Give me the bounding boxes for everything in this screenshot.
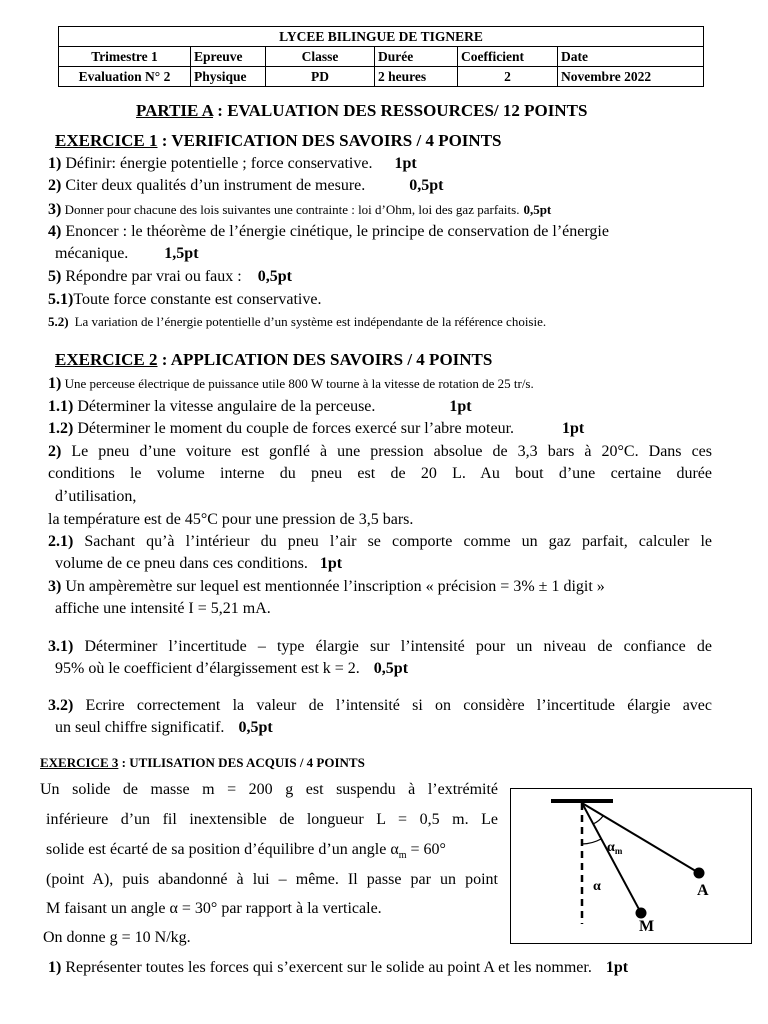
question-text: Le pneu d’une voiture est gonflé à une pression absolue de 3,3 bars à 20°C. Dans ces [61,443,712,460]
ex2-question-2-line-3 [55,487,136,507]
header-values-row [59,67,704,87]
exercise-3-title-lead: EXERCICE 3 [40,755,119,770]
header-value-epreuve: Physique [191,67,266,87]
question-number: 3) [48,578,62,595]
alpha-subscript: m [398,850,407,862]
solid-m [636,908,647,919]
exercise-2-title-lead: EXERCICE 2 [55,350,158,369]
question-text: 95% où le coefficient d’élargissement est k = 2. [55,660,360,677]
points-label: 1pt [449,398,472,415]
question-text: la température est de 45°C pour une pression de 3,5 bars. [48,511,414,528]
question-number: 2) [48,177,62,194]
ex3-statement-line-4: (point A), puis abandonné à lui – même. Il passe par un point [46,871,498,888]
ex2-question-2-line-2 [48,464,712,484]
exercise-3-title-rest: : UTILISATION DES ACQUIS / 4 POINTS [118,755,365,770]
points-label: 1pt [562,420,585,437]
ex3-statement-line-5: M faisant un angle α = 30° par rapport à la verticale. [46,900,382,917]
question-number: 3) [48,201,62,218]
question-text: un seul chiffre significatif. [55,719,225,736]
question-number: 2.1) [48,533,74,550]
question-number: 1.1) [48,398,74,415]
ex1-question-1 [48,154,417,174]
exercise-1-title-lead: EXERCICE 1 [55,131,158,150]
question-number: 3.1) [48,638,74,655]
label-alpha: α [593,879,601,894]
question-number: 1) [48,959,62,976]
points-label: 1,5pt [164,245,199,262]
ex2-question-1-1 [48,397,472,417]
ex1-question-5-1 [48,290,321,310]
pendulum-diagram [511,789,751,943]
question-number: 1) [48,375,62,392]
question-text: Déterminer la vitesse angulaire de la perceuse. [73,398,376,415]
ex3-statement-line-3 [46,840,446,866]
question-text: Déterminer l’incertitude – type élargie sur l’intensité pour un niveau de confiance de [73,638,712,655]
ex2-question-3-cont [55,599,271,619]
header-label-classe: Classe [266,47,375,67]
ex3-question-1 [48,958,628,978]
ex2-question-1 [48,374,534,394]
question-text: Un ampèremètre sur lequel est mentionnée l’inscription « précision = 3% ± 1 digit » [61,578,605,595]
points-label: 1pt [605,959,629,976]
header-label-epreuve: Epreuve [191,47,266,67]
question-text: Citer deux qualités d’un instrument de mesure. [61,177,366,194]
question-text: Répondre par vrai ou faux : [61,268,242,285]
angle-arc-alpha [582,839,601,844]
header-label-trimestre: Trimestre 1 [59,47,191,67]
exercise-3-heading [40,753,365,773]
header-label-duree: Durée [375,47,458,67]
question-number: 5.2) [48,314,69,329]
question-number: 3.2) [48,697,74,714]
question-number: 1.2) [48,420,74,437]
ex2-question-3-1-cont [55,659,408,679]
question-number: 1) [48,155,62,172]
points-label: 0,5pt [257,268,292,285]
ex2-question-3-2-cont [55,718,273,738]
exercise-2-heading [55,350,492,370]
school-name: LYCEE BILINGUE DE TIGNERE [59,27,704,47]
header-value-duree: 2 heures [375,67,458,87]
question-text: Déterminer le moment du couple de forces exercé sur l’abre moteur. [73,420,515,437]
question-text: Représenter toutes les forces qui s’exercent sur le solide au point A et les nommer. [61,959,592,976]
points-label: 0,5pt [373,660,409,677]
label-m: M [639,918,655,935]
question-text: d’utilisation, [55,488,137,505]
ex2-question-3-2 [48,696,712,716]
ex2-question-3-1 [48,637,712,657]
question-text: conditions le volume interne du pneu est de 20 L. Au bout d’une certaine durée [48,465,712,482]
ex3-statement-line-1: Un solide de masse m = 200 g est suspendu à l’extrémité [40,781,498,798]
ex3-statement-line-6: On donne g = 10 N/kg. [43,929,191,946]
ex1-question-4-cont [55,244,199,264]
question-text: La variation de l’énergie potentielle d’un système est indépendante de la référence choisie. [74,314,547,329]
label-a: A [697,882,709,899]
question-text: volume de ce pneu dans ces conditions. [55,555,308,572]
question-text: affiche une intensité I = 5,21 mA. [55,600,271,617]
points-label: 0,5pt [409,177,444,194]
points-label: 0,5pt [523,202,552,217]
pendulum-figure [510,788,752,944]
ex2-question-2-1-cont [55,554,342,574]
question-text: Définir: énergie potentielle ; force conservative. [61,155,373,172]
header-value-coefficient: 2 [458,67,558,87]
question-text: Sachant qu’à l’intérieur du pneu l’air se comporte comme un gaz parfait, calculer le [73,533,712,550]
angle-arc-alpha-m [593,816,603,824]
exercise-1-title-rest: : VERIFICATION DES SAVOIRS / 4 POINTS [157,131,502,150]
header-labels-row [59,47,704,67]
ex2-question-2-1 [48,532,712,552]
ceiling-support [551,799,613,803]
question-text: Enoncer : le théorème de l’énergie cinétique, le principe de conservation de l’énergie [61,223,609,240]
question-number: 4) [48,223,62,240]
label-alpha-m: $\alpha_m$ [607,840,623,856]
header-label-date: Date [558,47,704,67]
ex3-statement-line-2: inférieure d’un fil inextensible de longueur L = 0,5 m. Le [46,811,498,828]
ex1-question-5 [48,267,292,287]
question-text: mécanique. [55,245,129,262]
question-number: 2) [48,443,62,460]
header-label-coefficient: Coefficient [458,47,558,67]
statement-text: solide est écarté de sa position d’équilibre d’un angle α [46,841,399,858]
partie-a-heading [136,101,587,121]
question-text: Ecrire correctement la valeur de l’intensité si on considère l’incertitude élargie avec [73,697,712,714]
ex2-question-2-line-4 [48,510,413,530]
ex1-question-5-2 [48,312,546,332]
ex1-question-3 [48,200,551,220]
question-number: 5) [48,268,62,285]
header-value-classe: PD [266,67,375,87]
exercise-2-title-rest: : APPLICATION DES SAVOIRS / 4 POINTS [157,350,493,369]
partie-a-lead: PARTIE A [136,101,214,120]
exercise-1-heading [55,131,502,151]
ex1-question-2 [48,176,444,196]
ex2-question-2 [48,442,712,462]
ex2-question-3 [48,577,605,597]
question-text: Une perceuse électrique de puissance utile 800 W tourne à la vitesse de rotation de 25 tr/s. [61,376,534,391]
solid-a [694,868,705,879]
question-text: Donner pour chacune des lois suivantes une contrainte : loi d’Ohm, loi des gaz parfaits. [61,202,520,217]
points-label: 0,5pt [238,719,273,736]
points-label: 1pt [394,155,417,172]
question-number: 5.1) [48,291,74,308]
header-table [58,26,704,87]
question-text: Toute force constante est conservative. [73,291,322,308]
points-label: 1pt [319,555,343,572]
partie-a-rest: : EVALUATION DES RESSOURCES/ 12 POINTS [213,101,588,120]
statement-text: = 60° [406,841,446,858]
header-value-evaluation: Evaluation N° 2 [59,67,191,87]
ex2-question-1-2 [48,419,584,439]
string-to-a [582,803,699,873]
ex1-question-4 [48,222,609,242]
header-value-date: Novembre 2022 [558,67,704,87]
